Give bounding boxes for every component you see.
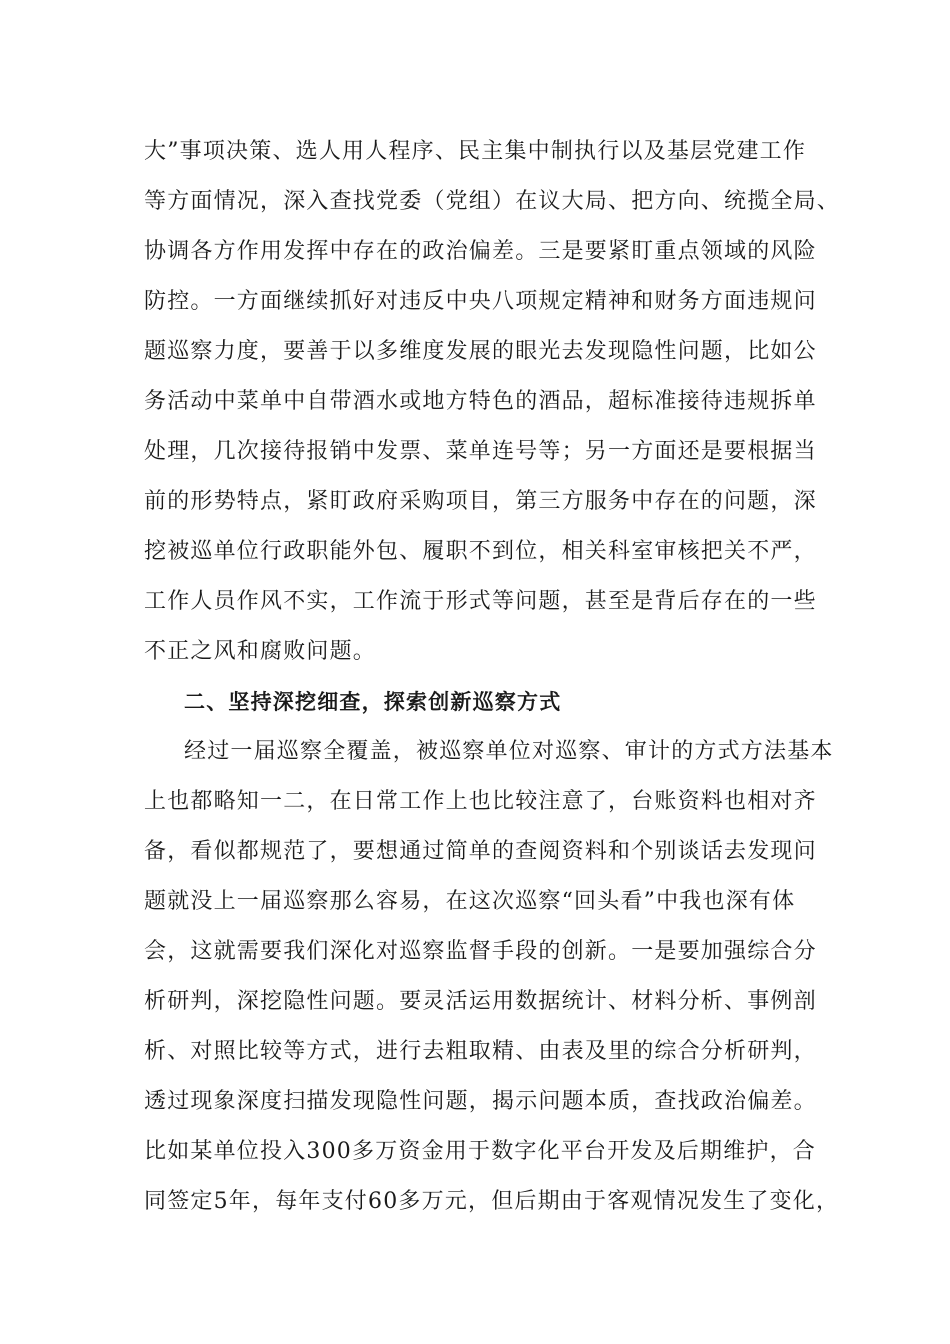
paragraph-line: 上也都略知一二，在日常工作上也比较注意了，台账资料也相对齐 bbox=[144, 789, 817, 814]
paragraph-line: 析研判，深挖隐性问题。要灵活运用数据统计、材料分析、事例剖 bbox=[144, 989, 817, 1014]
document-body bbox=[144, 131, 841, 1231]
paragraph-line: 题就没上一届巡察那么容易，在这次巡察“回头看”中我也深有体 bbox=[144, 889, 796, 914]
paragraph-line: 经过一届巡察全覆盖，被巡察单位对巡察、审计的方式方法基本 bbox=[184, 739, 834, 764]
section-heading: 二、坚持深挖细查，探索创新巡察方式 bbox=[184, 690, 562, 714]
paragraph-line: 备，看似都规范了，要想通过简单的查阅资料和个别谈话去发现问 bbox=[144, 839, 817, 864]
paragraph-line: 务活动中菜单中自带酒水或地方特色的酒品，超标准接待违规拆单 bbox=[144, 389, 817, 414]
paragraph-line: 防控。一方面继续抓好对违反中央八项规定精神和财务方面违规问 bbox=[144, 289, 817, 314]
paragraph-line: 会，这就需要我们深化对巡察监督手段的创新。一是要加强综合分 bbox=[144, 939, 817, 964]
paragraph-line: 透过现象深度扫描发现隐性问题，揭示问题本质，查找政治偏差。 bbox=[144, 1089, 817, 1114]
paragraph-line: 题巡察力度，要善于以多维度发展的眼光去发现隐性问题，比如公 bbox=[144, 339, 817, 364]
paragraph-line: 同签定5年，每年支付60多万元，但后期由于客观情况发生了变化， bbox=[144, 1189, 840, 1214]
paragraph-line: 不正之风和腐败问题。 bbox=[144, 639, 377, 664]
paragraph-line: 析、对照比较等方式，进行去粗取精、由表及里的综合分析研判， bbox=[144, 1039, 817, 1064]
paragraph-line: 协调各方作用发挥中存在的政治偏差。三是要紧盯重点领域的风险 bbox=[144, 239, 817, 264]
paragraph-line: 大”事项决策、选人用人程序、民主集中制执行以及基层党建工作 bbox=[144, 139, 807, 164]
paragraph-line: 挖被巡单位行政职能外包、履职不到位，相关科室审核把关不严， bbox=[144, 539, 817, 564]
paragraph-line: 工作人员作风不实，工作流于形式等问题，甚至是背后存在的一些 bbox=[144, 589, 817, 614]
paragraph-line: 比如某单位投入300多万资金用于数字化平台开发及后期维护，合 bbox=[144, 1139, 816, 1164]
paragraph-line: 等方面情况，深入查找党委（党组）在议大局、把方向、统揽全局、 bbox=[144, 189, 841, 214]
paragraph-line: 处理，几次接待报销中发票、菜单连号等；另一方面还是要根据当 bbox=[144, 439, 817, 464]
paragraph-line: 前的形势特点，紧盯政府采购项目，第三方服务中存在的问题，深 bbox=[144, 489, 817, 514]
